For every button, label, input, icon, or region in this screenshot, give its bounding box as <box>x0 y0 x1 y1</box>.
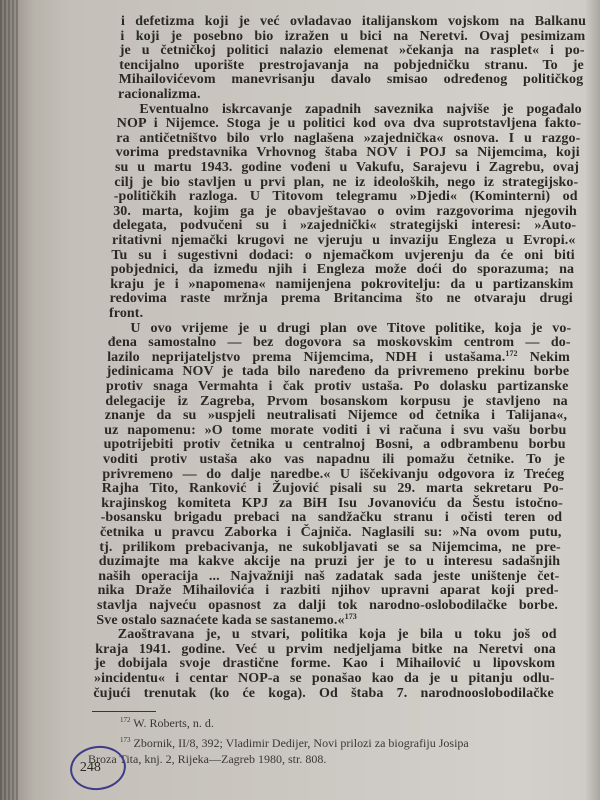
text-line <box>107 350 570 365</box>
text-line <box>118 627 557 642</box>
text-line <box>139 102 581 117</box>
line-text: čujući trenutak (ko će koga). Od štaba 7. narodnooslobodilačke <box>93 685 554 701</box>
line-text: racionalizma. <box>118 87 201 102</box>
footnote-text: Zbornik, II/8, 392; Vladimir Dedijer, Novi prilozi za biografiju Josipa <box>133 736 469 750</box>
text-line <box>106 379 569 394</box>
text-line <box>120 29 585 44</box>
text-line <box>99 554 560 569</box>
text-line <box>95 656 556 671</box>
line-text: je u četničkoj politici nalazio elemenat »čekanja na rasplet« i po- <box>119 43 585 59</box>
text-line <box>111 262 574 277</box>
footnote-number: 173 <box>120 736 131 744</box>
line-text: đena samostalno — bez dogovora sa moskovskim centrom — do- <box>107 335 571 351</box>
line-text: pobjednici, da između njih i Engleza može doći do sporazuma; na <box>110 262 575 278</box>
text-line <box>95 642 556 657</box>
footnote-ref: 172 <box>505 348 518 358</box>
text-line <box>121 14 586 29</box>
line-text: jedinicama NOV je tada bilo naređeno da privremeno prekinu borbe <box>106 364 570 380</box>
line-text: duzimajte ma kakve akcije na pruzi jer je to u interesu sadašnjih <box>98 554 561 570</box>
footnote <box>120 716 214 731</box>
line-text: lazilo neprijateljstvo prema Nijemcima, NDH i ustašama. <box>107 349 506 365</box>
text-line <box>105 394 567 409</box>
text-line <box>111 248 574 263</box>
text-line <box>110 277 573 292</box>
text-line <box>102 467 564 482</box>
text-line <box>98 569 559 584</box>
text-line <box>118 87 583 102</box>
line-text: krajinskog komiteta KPJ za BiH Isu Jovanoviću da Šestu istočno- <box>101 495 563 511</box>
text-line <box>98 583 559 598</box>
line-text: Rajha Tito, Ranković i Žujović pisali su 29. marta sekretaru Po- <box>101 481 564 497</box>
line-text: delegata, podvučeni su i »zajednički« strategijski interesi: »Auto- <box>112 218 577 234</box>
text-line <box>109 306 572 321</box>
footnote-continuation: Broza Tita, knj. 2, Rijeka—Zagreb 1980, str. 808. <box>88 752 327 766</box>
text-line <box>104 423 566 438</box>
line-text: U ovo vrijeme je u drugi plan ove Titove politike, koja je vo- <box>130 320 572 336</box>
text-line <box>94 671 555 686</box>
text-line <box>100 525 562 540</box>
line-text: četnika u pravcu Zaborka i Čajniča. Naglasili su: »Na ovom putu, <box>100 525 562 540</box>
line-text: tj. prilikom prebacivanja, ne sukobljavati se sa Nijemcima, ne pre- <box>99 539 561 555</box>
line-text: Tu su i sugestivni dodaci: o njemačkom uvjerenju da će oni biti <box>111 247 575 263</box>
line-text: delegacije iz Zagreba, Prvom bosanskom korpusu je stavljeno na <box>105 393 568 409</box>
line-text: cilj je bio stavljen u prvi plan, ne iz ideoloških, nego iz strategijsko- <box>114 174 579 190</box>
text-line <box>117 116 581 131</box>
line-text: »incidentu« i centar NOP-a se ponašao kao da je u pitanju odlu- <box>94 671 555 686</box>
line-text: Nekim <box>517 349 570 365</box>
line-text: Mihailovićevom manevrisanju davalo smisao određenog političkog <box>118 72 584 88</box>
text-line <box>97 598 558 613</box>
line-text: i koji je posebno bio izražen u bici na Neretvi. Ovaj pesimizam <box>120 28 586 44</box>
line-text: NOP i Nijemce. Stoga je u politici kod ova dva suprotstavljena fakto- <box>116 116 582 132</box>
text-line <box>107 364 570 379</box>
line-text: voditi protiv ustaša ako vas napadnu ili pomažu četnike. To je <box>103 452 565 467</box>
line-text: 30. marta, kojim ga je obavještavao o ovim razgovorima njegovih <box>113 203 577 219</box>
line-text: je dobijala svoje drastične forme. Kao i Mihailović u lipovskom <box>94 656 556 672</box>
line-text: znanje da su »uspjeli neutralisati Nijemce od četnika i Talijana«, <box>104 408 568 424</box>
text-line <box>113 218 577 233</box>
line-text: ra antičetništvo bilo vrlo naglašena »zajednička« osnova. I u razgo- <box>116 130 581 146</box>
text-line <box>116 145 580 160</box>
text-line <box>119 72 584 87</box>
line-text: vorima predstavnika Vrhovnog štaba NOV i POJ sa Nijemcima, koji <box>115 145 580 161</box>
footnote-number: 172 <box>120 716 131 724</box>
text-line <box>101 496 563 511</box>
text-line <box>110 291 573 306</box>
page-number: 248 <box>79 760 101 776</box>
text-line <box>105 408 567 423</box>
line-text: redovima raste mržnja prema Britancima što ne otvaraju drugi <box>109 291 573 307</box>
text-line <box>112 233 576 248</box>
line-text: protiv snaga Vermahta i čak protiv ustaša. Po dolasku partizanske <box>106 379 569 394</box>
text-line <box>103 452 565 467</box>
text-line <box>114 189 578 204</box>
footnote-rule <box>92 711 156 712</box>
line-text: nika Draže Mihailovića i razbiti njihov upravni aparat koji pred- <box>97 583 559 599</box>
book-spine-edge <box>0 0 18 800</box>
text-line <box>119 58 584 73</box>
line-text: kraja 1941. godine. Već u prvim nedjeljama bitke na Neretvi ona <box>95 641 556 657</box>
text-line <box>108 335 571 350</box>
line-text: naših operacija ... Najvažniji naš zadatak sada jeste uništenje čet- <box>98 568 560 584</box>
footnote-ref: 173 <box>344 611 357 621</box>
line-text: -bosansku brigadu prebaci na sandžačku stranu i očisti teren od <box>100 510 563 526</box>
text-line <box>130 321 571 336</box>
line-text: kraju je i »napomena« namijenjena pokrovitelju: da u partizanskim <box>110 276 574 292</box>
text-line <box>120 43 585 58</box>
line-text: Eventualno iskrcavanje zapadnih saveznika najviše je pogađalo <box>139 101 582 117</box>
line-text: front. <box>109 306 144 321</box>
text-line <box>115 160 579 175</box>
text-line <box>113 204 577 219</box>
text-line <box>101 510 563 525</box>
line-text: privremeno — do dalje naredbe.« U iščekivanju odgovora iz Trećeg <box>102 466 565 482</box>
text-line <box>93 686 553 701</box>
text-line <box>96 613 557 628</box>
line-text: Zaoštravana je, u stvari, politika koja je bila u toku još od <box>117 627 557 643</box>
text-line <box>116 131 580 146</box>
line-text: i defetizma koji je već ovladavao italijanskom vojskom na Balkanu <box>121 14 586 29</box>
line-text: tencijalno uporište prestrojavanja na pobjedničku stranu. To je <box>119 57 584 73</box>
line-text: ritativni njemački krugovi ne vjeruju u invaziju Engleza u Evropi.« <box>112 233 576 248</box>
line-text: stavlja najveću opasnost za dalji tok narodno-oslobodilačke borbe. <box>97 598 558 613</box>
line-text: -političkih razloga. U Titovom telegramu »Djedi« (Kominterni) od <box>113 189 578 205</box>
line-text: upotrijebiti protiv četnika u centralnoj Bosni, a odbrambenu borbu <box>103 437 566 453</box>
line-text: su u martu 1943. godine vođeni u Vakufu, Sarajevu i Zagrebu, ovaj <box>115 160 579 175</box>
text-line <box>114 175 578 190</box>
text-line <box>102 481 564 496</box>
line-text: uz napomenu: »O tome morate voditi i vi računa i svu vašu borbu <box>104 422 567 438</box>
footnote-text: W. Roberts, n. d. <box>133 716 214 730</box>
footnote <box>120 736 469 751</box>
line-text: Sve ostalo saznaćete kada se sastanemo.« <box>96 612 345 628</box>
text-line <box>99 540 560 555</box>
text-line <box>104 437 566 452</box>
